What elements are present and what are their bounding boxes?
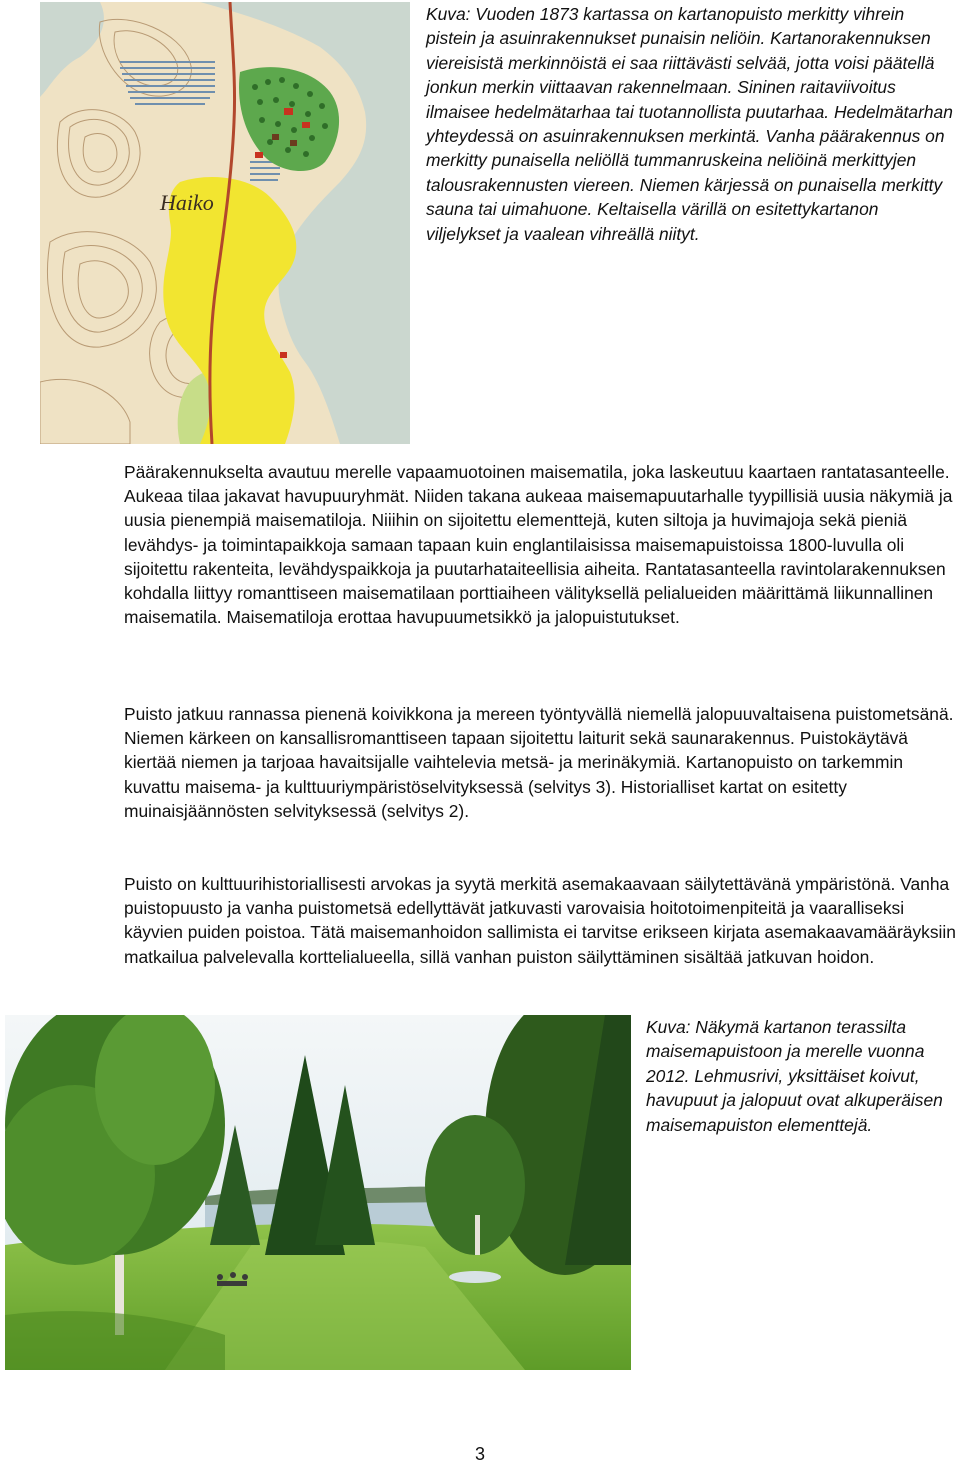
historical-map-1873 xyxy=(40,2,410,444)
photo-caption: Kuva: Näkymä kartanon terassilta maisemapuistoon ja merelle vuonna 2012. Lehmusrivi, yksittäiset koivut, havupuut ja jalopuut ovat alkuperäisen maisemapuiston elementtejä. xyxy=(646,1017,943,1135)
park-photo-2012 xyxy=(5,1015,631,1370)
body-paragraph-1: Päärakennukselta avautuu merelle vapaamuotoinen maisematila, joka laskeutuu kaartaen rantatasanteelle. Aukeaa tilaa jakavat havupuuryhmät. Niiden takana aukeaa maisemapuutarhalle tyypillisiä uusia näkymiä ja uusia pienempiä maisematiloja. Niiihin on sijoitettu elementtejä, kuten siltoja ja huvimajoja sekä pieniä levähdys- ja toimintapaikkoja samaan tapaan kuin englantilaisissa maisemapuistoissa 1800-luvulla oli sijoitettu rakenteita, levähdyspaikkoja ja puutarhataiteellisia aiheita. Rantatasanteella ravintolarakennuksen kohdalla liittyy romanttiseen maisematilaan porttiaiheen välityksellä pelialueiden määrittämä liikunnallinen maisematila. Maisematiloja erottaa havupuumetsikkö ja jalopuistutukset. xyxy=(124,462,953,628)
body-paragraph-2: Puisto jatkuu rannassa pienenä koivikkona ja mereen työntyvällä niemellä jalopuuvaltaisena puistometsänä. Niemen kärkeen on kansallisromanttiseen tapaan sijoitettu laiturit sekä saunarakennus. Puistokäytävä kiertää niemen ja tarjoaa havaitsijalle vaihtelevia metsä- ja merinäkymiä. Kartanopuisto on tarkemmin kuvattu maisema- ja kulttuuriympäristöselvityksessä (selvitys 3). Historialliset kartat on esitetty muinaisjäännösten selvityksessä (selvitys 2). xyxy=(124,704,954,821)
page-number: 3 xyxy=(474,1444,485,1464)
fountain xyxy=(449,1271,501,1283)
photo-illustration xyxy=(5,1015,631,1370)
map-place-label: Haiko xyxy=(160,190,214,215)
map-caption: Kuva: Vuoden 1873 kartassa on kartanopuisto merkitty vihrein pistein ja asuinrakennukset punaisin neliöin. Kartanorakennuksen viereisistä merkinnöistä ei saa riittävästi selvää, jotta voisi päätellä jonkun merkin viittaavan rakennelmaan. Sininen raitaviivoitus ilmaisee hedelmätarhaa tai tuotannollista puutarhaa. Hedelmätarhan yhteydessä on asuinrakennuksen merkintä. Vanha päärakennus on merkitty punaisella neliöllä tummanruskeina neliöinä merkittyjen talousrakennusten viereen. Niemen kärjessä on punaisella merkitty sauna tai uimahuone. Keltaisella värillä on esitettykartanon viljelykset ja vaalean vihreällä niityt. xyxy=(426,4,953,244)
body-paragraph-3: Puisto on kulttuurihistoriallisesti arvokas ja syytä merkitä asemakaavaan säilytettävänä ympäristönä. Vanha puistopuusto ja vanha puistometsä edellyttävät jatkuvasti varovaisia hoitotoimenpiteitä ja vaaralliseksi käyvien puiden poistoa. Tätä maisemanhoidon sallimista ei tarvitse erikseen kirjata asemakaavamääräyksiin matkailua palvelevalla korttelialueella, sillä vanhan puiston säilyttäminen sisältää jatkuvan hoidon. xyxy=(124,874,956,967)
map-illustration xyxy=(40,2,410,444)
